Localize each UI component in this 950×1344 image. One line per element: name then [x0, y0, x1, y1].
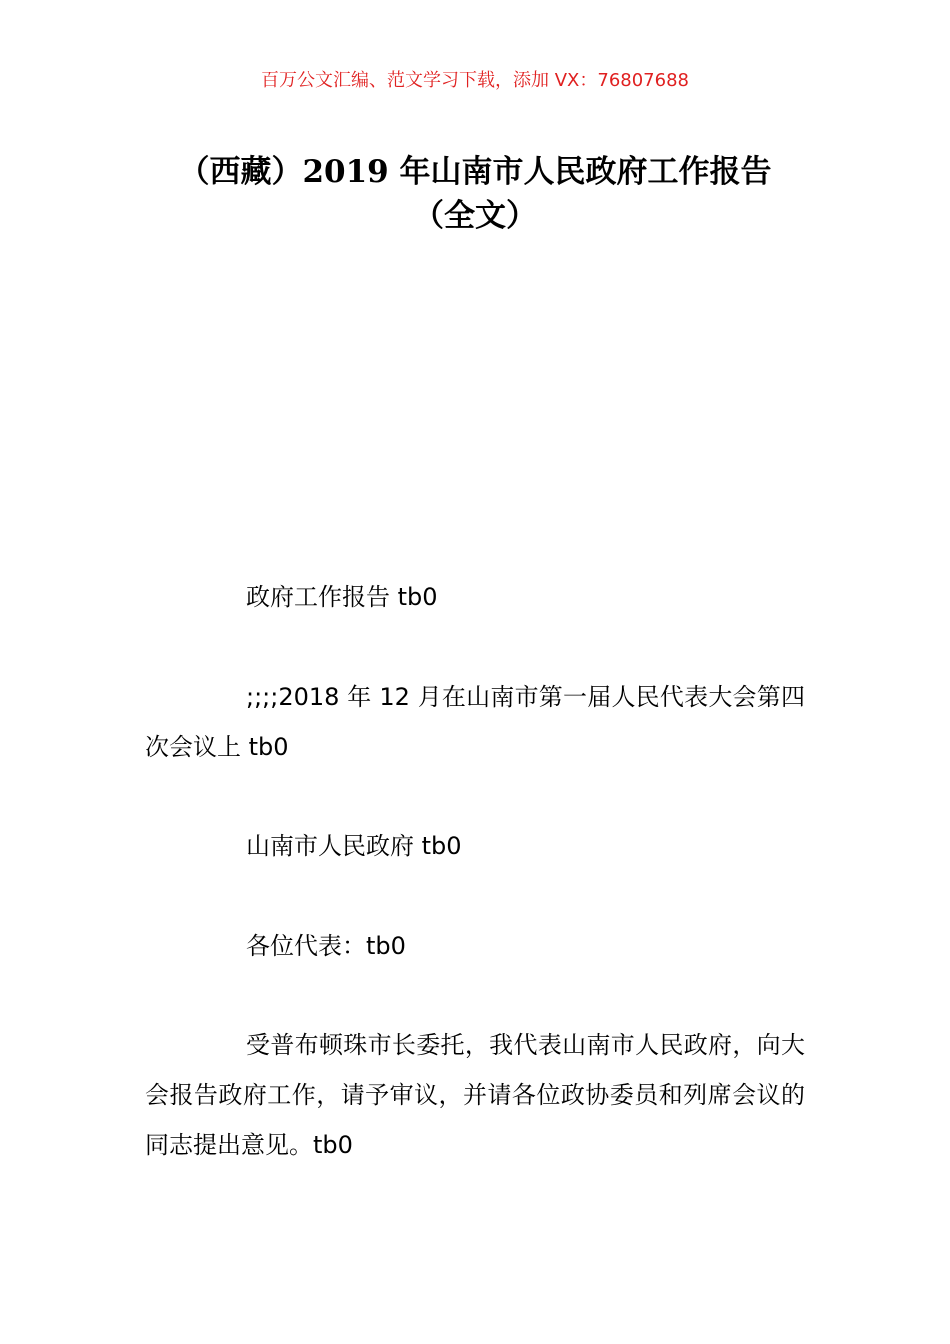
paragraph-issuer: 山南市人民政府 tb0 — [246, 832, 462, 860]
document-title — [145, 150, 805, 238]
paragraph-report-heading: 政府工作报告 tb0 — [246, 583, 438, 611]
paragraph-meeting-info: ;;;;2018 年 12 月在山南市第一届人民代表大会第四次会议上 tb0 — [145, 683, 805, 761]
paragraph-opening: 受普布顿珠市长委托，我代表山南市人民政府，向大会报告政府工作，请予审议，并请各位政协委员和列席会议的同志提出意见。tb0 — [145, 1031, 805, 1159]
download-notice: 百万公文汇编、范文学习下载，添加 VX：76807688 — [261, 70, 689, 91]
document-title-line-2: （全文） — [413, 198, 537, 234]
paragraph-salutation: 各位代表：tb0 — [246, 932, 406, 960]
document-title-line-1: （西藏）2019 年山南市人民政府工作报告 — [178, 154, 772, 190]
